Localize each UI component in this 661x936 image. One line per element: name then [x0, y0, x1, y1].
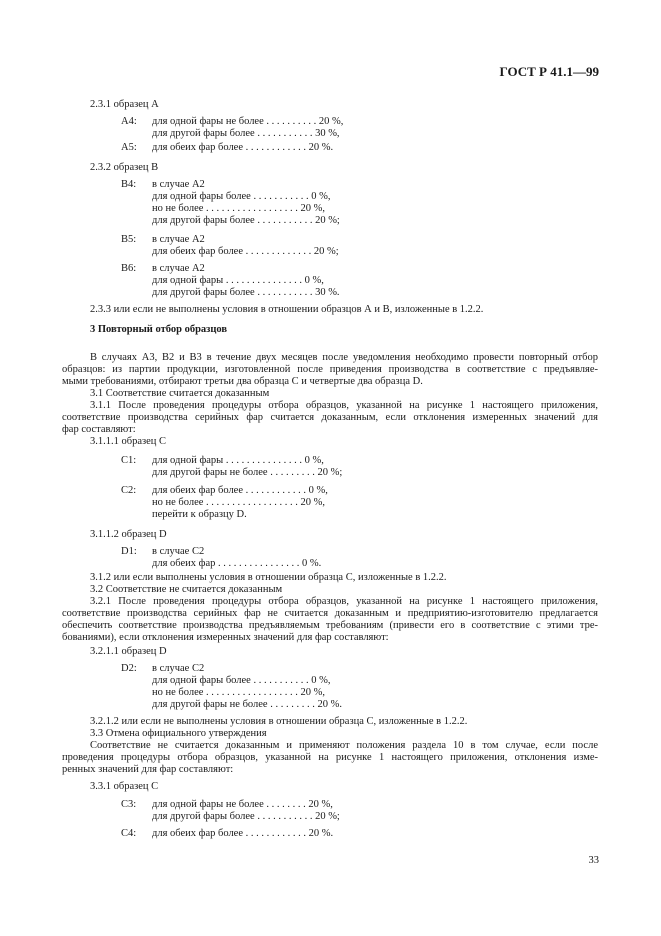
text-line: для другой фары более . . . . . . . . . . . 30 %, [152, 128, 340, 139]
text-line: 3.2 Соответствие не считается доказанным [90, 584, 283, 595]
paragraph-line: соответствие производства серийных фар не считается доказанным и предприятию-изготовителю предлагается [62, 608, 598, 619]
paragraph-line: мыми требованиями, отбирают третьи два образца С и четвертые два образца D. [62, 376, 423, 387]
row-code: D2: [121, 663, 137, 674]
text-line: но не более . . . . . . . . . . . . . . . . . . 20 %, [152, 203, 326, 214]
text-line: в случае А2 [152, 263, 205, 274]
row-code: C3: [121, 799, 137, 810]
text-line: 3.1 Соответствие считается доказанным [90, 388, 270, 399]
text-line: 3.1.2 или если выполнены условия в отношении образца С, изложенные в 1.2.2. [90, 572, 447, 583]
paragraph-line: бованиями), если отклонения измеренных значений для фар составляют: [62, 632, 389, 643]
paragraph-line: ренных значений для фар составляют: [62, 764, 234, 775]
text-line: для обеих фар . . . . . . . . . . . . . . . . 0 %. [152, 558, 322, 569]
text-line: но не более . . . . . . . . . . . . . . . . . . 20 %, [152, 687, 326, 698]
text-line: для обеих фар более . . . . . . . . . . . . 20 %. [152, 142, 334, 153]
text-line: в случае С2 [152, 663, 205, 674]
text-line: 3.2.1.1 образец D [90, 646, 167, 657]
row-code: D1: [121, 546, 137, 557]
row-code: C1: [121, 455, 137, 466]
row-code: C2: [121, 485, 137, 496]
paragraph-line: образцов: из партии продукции, изготовленной после приведения производства в соответствие с предъявляе- [62, 364, 598, 375]
text-line: для другой фары не более . . . . . . . . . 20 %; [152, 467, 343, 478]
paragraph-line: Соответствие не считается доказанным и применяют положения раздела 10 в том случае, если после [90, 740, 598, 751]
text-line: для одной фары не более . . . . . . . . 20 %, [152, 799, 333, 810]
row-code: C4: [121, 828, 137, 839]
paragraph-line: 3.1.1 После проведения процедуры отбора образцов, указанной на рисунке 1 настоящего приложения, [90, 400, 598, 411]
text-line: для одной фары не более . . . . . . . . . . 20 %, [152, 116, 344, 127]
text-line: для другой фары не более . . . . . . . . . 20 %. [152, 699, 342, 710]
row-code: B6: [121, 263, 137, 274]
paragraph-line: обеспечить соответствие производства предъявляемым требованиям (привести его в соответствие с этими тре- [62, 620, 598, 631]
section-heading: 3 Повторный отбор образцов [90, 324, 228, 335]
text-line: для другой фары более . . . . . . . . . . . 30 %. [152, 287, 340, 298]
paragraph-line: В случаях А3, В2 и В3 в течение двух месяцев после уведомления необходимо провести повторный отбор [90, 352, 598, 363]
row-code: B4: [121, 179, 137, 190]
text-line: для одной фары более . . . . . . . . . . . 0 %, [152, 191, 331, 202]
text-line: 3.3.1 образец С [90, 781, 159, 792]
text-line: в случае А2 [152, 179, 205, 190]
row-code: A5: [121, 142, 137, 153]
document-id: ГОСТ Р 41.1—99 [499, 64, 599, 79]
text-line: для одной фары . . . . . . . . . . . . . . . 0 %, [152, 275, 324, 286]
text-line: 2.3.1 образец А [90, 99, 159, 110]
text-line: но не более . . . . . . . . . . . . . . . . . . 20 %, [152, 497, 326, 508]
text-line: для обеих фар более . . . . . . . . . . . . 0 %, [152, 485, 328, 496]
text-line: 2.3.3 или если не выполнены условия в отношении образцов А и В, изложенные в 1.2.2. [90, 304, 484, 315]
text-line: 2.3.2 образец В [90, 162, 159, 173]
paragraph-line: соответствие производства серийных фар считается доказанным, если отклонения измеренных значений для [62, 412, 598, 423]
text-line: 3.1.1.2 образец D [90, 529, 167, 540]
text-line: для другой фары более . . . . . . . . . . . 20 %; [152, 811, 340, 822]
text-line: для другой фары более . . . . . . . . . . . 20 %; [152, 215, 340, 226]
text-line: в случае А2 [152, 234, 205, 245]
page-number: 33 [588, 855, 599, 866]
text-line: для одной фары более . . . . . . . . . . . 0 %, [152, 675, 331, 686]
text-line: для обеих фар более . . . . . . . . . . . . 20 %. [152, 828, 334, 839]
text-line: в случае С2 [152, 546, 205, 557]
text-line: перейти к образцу D. [152, 509, 247, 520]
text-line: 3.3 Отмена официального утверждения [90, 728, 267, 739]
paragraph-line: фар составляют: [62, 424, 136, 435]
text-line: 3.2.1.2 или если не выполнены условия в отношении образца С, изложенные в 1.2.2. [90, 716, 468, 727]
paragraph-line: проведения процедуры отбора образцов, указанной на рисунке 1 настоящего приложения, отклонения изме- [62, 752, 598, 763]
row-code: A4: [121, 116, 137, 127]
text-line: для обеих фар более . . . . . . . . . . . . . 20 %; [152, 246, 339, 257]
text-line: для одной фары . . . . . . . . . . . . . . . 0 %, [152, 455, 324, 466]
text-line: 3.1.1.1 образец С [90, 436, 167, 447]
paragraph-line: 3.2.1 После проведения процедуры отбора образцов, указанной на рисунке 1 настоящего приложения, [90, 596, 598, 607]
row-code: B5: [121, 234, 137, 245]
